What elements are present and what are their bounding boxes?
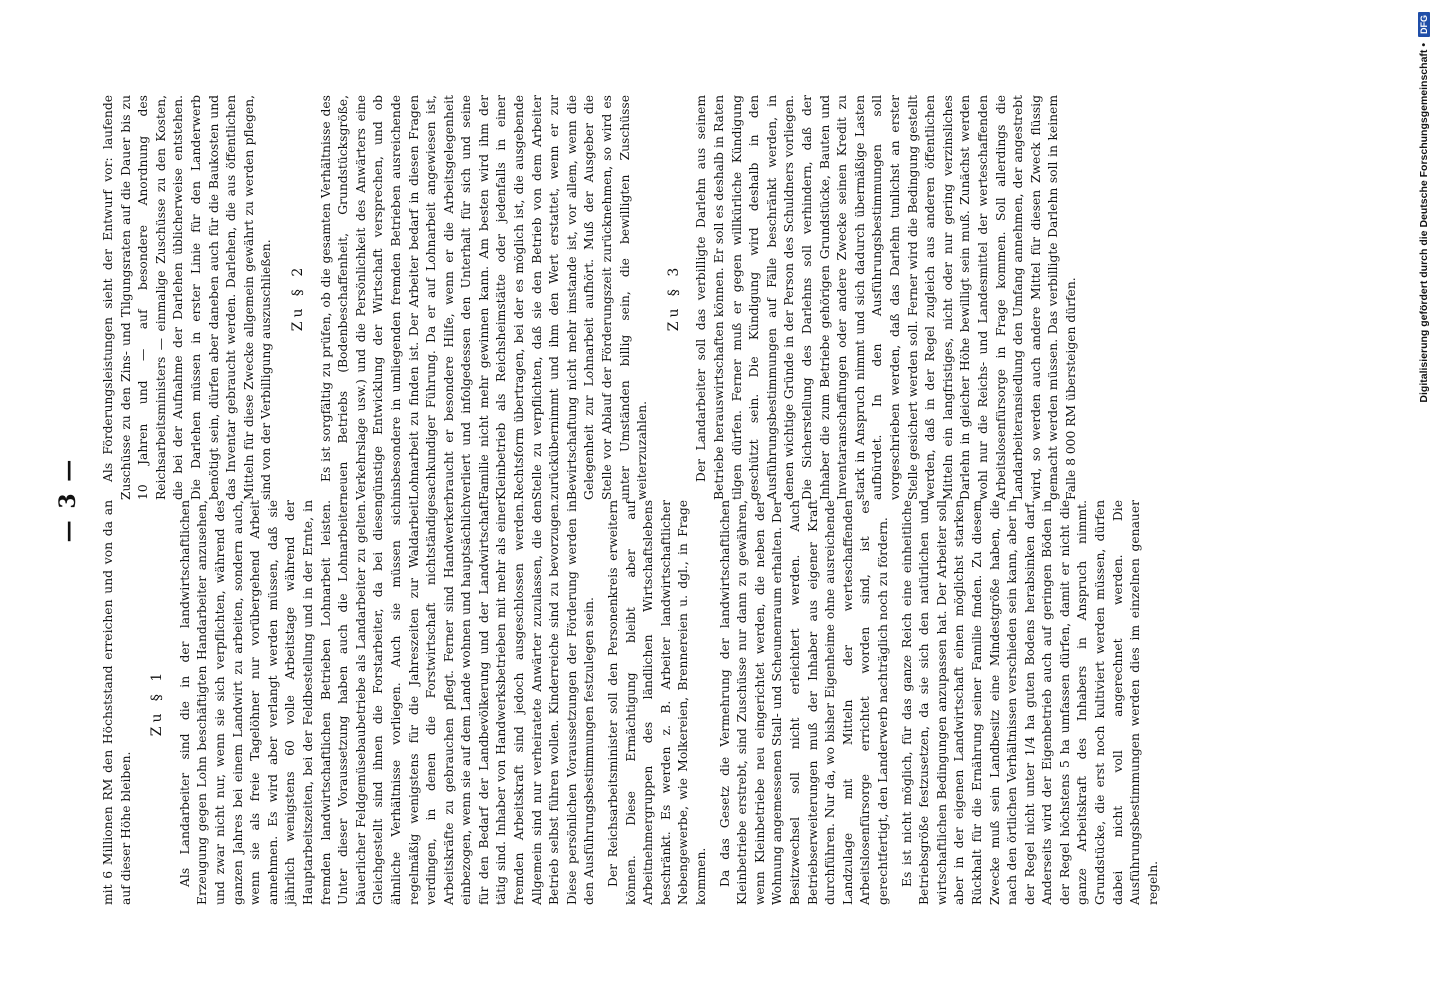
paragraph: Da das Gesetz die Vermehrung der landwirtschaftlichen Kleinbetriebe erstrebt, sind Zuschüsse nur dann zu gewähren, wenn Kleinbetriebe neu eingerichtet werden, die neben der Wohnung angemessenen Stall- und Scheunenraum erhalten. Der Besitzwechsel soll nicht erleichtert werden. Auch Betriebserweiterungen muß der Inhaber aus eigener Kraft durchführen. Nur da, wo bisher Eigenheime ohne ausreichende Landzulage mit Mitteln der werteschaffenden Arbeitslosenfürsorge errichtet worden sind, ist es gerechtfertigt, den Landerwerb nachträglich noch zu fördern. (717, 500, 890, 905)
left-column (100, 500, 1162, 905)
section-heading-3: Zu § 3 (665, 263, 682, 332)
digitization-footer (1406, 0, 1434, 1000)
paragraph: Es ist nicht möglich, für das ganze Reich eine einheitliche Betriebsgröße festzusetzen, da sie sich den natürlichen und wirtschaftlichen Bedingungen anzupassen hat. Der Arbeiter soll aber in der eigenen Landwirtschaft einen möglichst starken Rückhalt für die Ernährung seiner Familie finden. Zu diesem Zwecke muß sein Landbesitz eine Mindestgröße haben, die nach den örtlichen Verhältnissen verschieden sein kann, aber in der Regel nicht unter 1/4 ha guten Bodens herabsinken darf. Anderseits wird der Eigenbetrieb auch auf geringen Böden in der Regel höchstens 5 ha umfassen dürfen, damit er nicht die ganze Arbeitskraft des Inhabers in Anspruch nimmt. Grundstücke, die erst noch kultiviert werden müssen, dürfen dabei nicht voll angerechnet werden. Die Ausführungsbestimmungen werden dies im einzelnen genauer regeln. (899, 500, 1160, 905)
paragraph: Als Landarbeiter sind die in der landwirtschaftlichen Erzeugung gegen Lohn beschäftigten Handarbeiter anzusehen, und zwar nicht nur, wenn sie sich verpflichten, während des ganzen Jahres bei einem Landwirt zu arbeiten, sondern auch, wenn sie als freie Tagelöhner nur vorübergehend Arbeit annehmen. Es wird aber verlangt werden müssen, daß sie jährlich wenigstens 60 volle Arbeitstage während der Hauptarbeitszeiten, bei der Feldbestellung und in der Ernte, in fremden landwirtschaftlichen Betrieben Lohnarbeit leisten. Unter dieser Voraussetzung haben auch die Lohnarbeiter bäuerlicher Feldgemüsebaubetriebe als Landarbeiter zu gelten. Gleichgestellt sind ihnen die Forstarbeiter, da bei diesen ähnliche Verhältnisse vorliegen. Auch sie müssen sich regelmäßig wenigstens für die Jahreszeiten zur Waldarbeit verdingen, in denen die Forstwirtschaft nichtständige Arbeitskräfte zu gebrauchen pflegt. Ferner sind Handwerker einbezogen, wenn sie auf dem Lande wohnen und hauptsächlich für den Bedarf der Landbevölkerung und der Landwirtschaft tätig sind. Inhaber von Handwerksbetrieben mit mehr als einer fremden Arbeitskraft sind jedoch ausgeschlossen werden. Allgemein sind nur verheiratete Anwärter zuzulassen, die den Betrieb selbst führen wollen. Kinderreiche sind zu bevorzugen. Diese persönlichen Voraussetzungen der Förderung werden in den Ausführungsbestimmungen festzulegen sein. (177, 500, 597, 905)
section-heading-2: Zu § 2 (289, 263, 306, 332)
paragraph: Der Landarbeiter soll das verbilligte Darlehn aus seinem Betriebe herauswirtschaften können. Er soll es deshalb in Raten tilgen dürfen. Ferner muß er gegen willkürliche Kündigung geschützt sein. Die Kündigung wird deshalb in den Ausführungsbestimmungen auf Fälle beschränkt werden, in denen wichtige Gründe in der Person des Schuldners vorliegen. Die Sicherstellung des Darlehns soll verhindern, daß der Inhaber die zum Betriebe gehörigen Grundstücke, Bauten und Inventaranschaffungen oder andere Zwecke seinen Kredit zu stark in Anspruch nimmt und sich dadurch übermäßige Lasten aufbürdet. In den Ausführungsbestimmungen soll vorgeschrieben werden, daß das Darlehn tunlichst an erster Stelle gesichert werden soll. Ferner wird die Bedingung gestellt werden, daß in der Regel zugleich aus anderen öffentlichen Mitteln ein langfristiges, nicht oder nur gering verzinsliches Darlehn in gleicher Höhe bewilligt sein muß. Zunächst werden wohl nur die Reichs- und Landesmittel der werteschaffenden Arbeitslosenfürsorge in Frage kommen. Soll allerdings die Landarbeiteransiedlung den Umfang annehmen, der angestrebt wird, so werden auch andere Mittel für diesen Zweck flüssig gemacht werden müssen. Das verbilligte Darlehn soll in keinem Falle 8 000 RM übersteigen dürfen. (694, 95, 1078, 500)
paragraph: Der Reichsarbeitsminister soll den Personenkreis erweitern können. Diese Ermächtigung bleibt aber auf Arbeitnehmergruppen des ländlichen Wirtschaftslebens beschränkt. Es werden z. B. Arbeiter landwirtschaftlicher Nebengewerbe, wie Molkereien, Brennereien u. dgl., in Frage kommen. (606, 500, 708, 905)
right-column (100, 95, 1080, 500)
paragraph: Es ist sorgfältig zu prüfen, ob die gesamten Verhältnisse des neuen Betriebs (Bodenbeschaffenheit, Grundstücksgröße, Verkehrslage usw.) und die Persönlichkeit des Anwärters eine günstige Entwicklung der Wirtschaft versprechen, und ob insbesondere in umliegenden fremden Betrieben ausreichende Lohnarbeit zu finden ist. Der Arbeiter bedarf in diesen Fragen sachkundiger Führung. Da er auf Lohnarbeit angewiesen ist, braucht er besondere Hilfe, wenn er die Arbeitsgelegenheit verliert und infolgedessen den Unterhalt für sich und seine Familie nicht mehr gewinnen kann. Am besten wird ihm der Kleinbetrieb als Reichsheimstätte oder jedenfalls in einer Rechtsform übertragen, bei der es möglich ist, die ausgebende Stelle zu verpflichten, daß sie den Betrieb von dem Arbeiter zurückübernimmt und ihm den Wert erstattet, wenn er zur Bewirtschaftung nicht mehr imstande ist, vor allem, wenn die Gelegenheit zur Lohnarbeit aufhört. Muß der Ausgeber die Stelle vor Ablauf der Förderungszeit zurücknehmen, so wird es unter Umständen billig sein, die bewilligten Zuschüsse weiterzuzahlen. (318, 95, 650, 500)
dfg-logo: DFG (1418, 12, 1430, 37)
page-number: — 3 — (55, 457, 81, 543)
intro-paragraph: Als Förderungsleistungen sieht der Entwurf vor: laufende Zuschüsse zu den Zins- und Tilgungsraten auf die Dauer bis zu 10 Jahren und — auf besondere Anordnung des Reichsarbeitsministers — einmalige Zuschüsse zu den Kosten, die bei der Aufnahme der Darlehen üblicherweise entstehen. Die Darlehen müssen in erster Linie für den Landerwerb benötigt sein, dürfen aber daneben auch für die Baukosten und das Inventar gebraucht werden. Darlehen, die aus öffentlichen Mitteln für diese Zwecke allgemein gewährt zu werden pflegen, sind von der Verbilligung auszuschließen. (101, 95, 274, 500)
section-heading-1: Zu § 1 (149, 668, 166, 737)
intro-paragraph: mit 6 Millionen RM den Höchststand erreichen und von da an auf dieser Höhe bleiben. (101, 500, 133, 905)
funding-credit: Digitalisierung gefördert durch die Deutsche Forschungsgemeinschaft • (1418, 43, 1430, 403)
